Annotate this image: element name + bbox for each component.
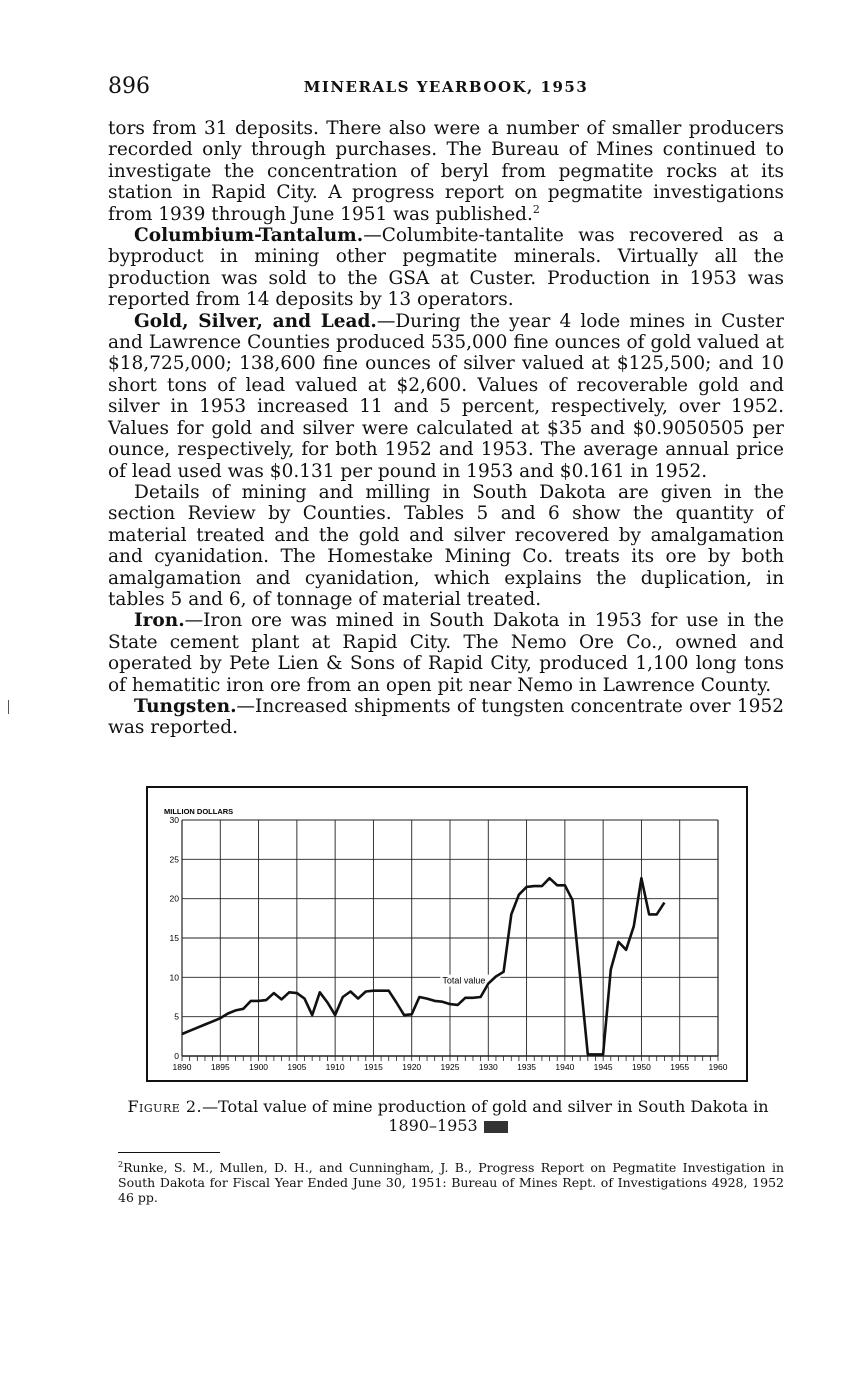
figure-caption <box>108 1097 788 1135</box>
x-tick-label: 1920 <box>402 1062 422 1072</box>
paragraph-gold-silver-lead: Gold, Silver, and Lead.—During the year 4 lode mines in Custer and Lawrence Counties produced 535,000 fine ounces of gold valued at $18,725,000; 138,600 fine ounces of silver valued at $125,500; and 10 short tons of lead valued at $2,600. Values of recoverable gold and silver in 1953 increased 11 and 5 percent, respectively, over 1952. Values for gold and silver were calculated at $35 and $0.9050505 per ounce, respectively, for both 1952 and 1953. The average annual price of lead used was $0.131 per pound in 1953 and $0.161 in 1952. <box>108 310 784 482</box>
caption-text: —Total value of mine production of gold and silver in South Dakota in 1890–1953 <box>202 1097 769 1135</box>
y-tick-label: 5 <box>174 1011 179 1022</box>
section-heading: Gold, Silver, and Lead. <box>134 310 377 332</box>
x-tick-label: 1935 <box>517 1062 537 1072</box>
x-tick-label: 1895 <box>210 1062 230 1072</box>
x-tick-label: 1940 <box>555 1062 575 1072</box>
x-tick-label: 1960 <box>708 1062 728 1072</box>
x-tick-label: 1910 <box>325 1062 345 1072</box>
x-tick-label: 1930 <box>478 1062 498 1072</box>
footnote-text: Runke, S. M., Mullen, D. H., and Cunningham, J. B., Progress Report on Pegmatite Investigation in South Dakota for Fiscal Year Ended June 30, 1951: Bureau of Mines Rept. of Investigations 4928, 1952 46 pp. <box>118 1160 784 1205</box>
x-tick-label: 1905 <box>287 1062 307 1072</box>
series-label: Total value <box>442 975 486 986</box>
x-tick-label: 1890 <box>172 1062 192 1072</box>
paragraph-mining-details: Details of mining and milling in South Dakota are given in the section Review by Counties. Tables 5 and 6 show the quantity of material treated and the gold and silver recovered by amalgamation and cyanidation. The Homestake Mining Co. treats its ore by both amalgamation and cyanidation, which explains the duplication, in tables 5 and 6, of tonnage of material treated. <box>108 481 784 610</box>
figure-frame <box>146 786 748 1082</box>
page-header <box>108 74 784 104</box>
footnote-mark: 2 <box>118 1159 124 1169</box>
series-line-total-value <box>182 878 664 1054</box>
x-tick-label: 1955 <box>670 1062 690 1072</box>
body-text <box>108 118 784 739</box>
x-tick-label: 1925 <box>440 1062 460 1072</box>
y-tick-label: 30 <box>169 815 179 825</box>
section-heading: Iron. <box>134 610 185 632</box>
margin-mark <box>8 700 9 714</box>
paragraph-columbium-tantalum: Columbium-Tantalum.—Columbite-tantalite was recovered as a byproduct in mining other pegmatite minerals. Virtually all the production was sold to the GSA at Custer. Production in 1953 was reported from 14 deposits by 13 operators. <box>108 225 784 311</box>
running-title: MINERALS YEARBOOK, 1953 <box>303 78 589 96</box>
section-heading: Columbium-Tantalum. <box>134 225 364 247</box>
section-heading: Tungsten. <box>134 695 237 717</box>
footnote-rule <box>118 1152 220 1153</box>
x-tick-label: 1900 <box>249 1062 269 1072</box>
y-tick-label: 20 <box>169 893 179 904</box>
y-tick-label: 10 <box>169 972 179 983</box>
page-number: 896 <box>108 74 150 99</box>
paragraph-iron: Iron.—Iron ore was mined in South Dakota in 1953 for use in the State cement plant at Rapid City. The Nemo Ore Co., owned and operated by Pete Lien & Sons of Rapid City, produced 1,100 long tons of hematitic iron ore from an open pit near Nemo in Lawrence County. <box>108 610 784 696</box>
footnote <box>118 1160 784 1205</box>
x-tick-label: 1915 <box>363 1062 383 1072</box>
paragraph-pegmatite: tors from 31 deposits. There also were a number of smaller producers recorded only through purchases. The Bureau of Mines continued to investigate the concentration of beryl from pegmatite rocks at its station in Rapid City. A progress report on pegmatite investigations from 1939 through June 1951 was published.$^2$ <box>108 118 784 225</box>
y-tick-label: 15 <box>169 933 179 943</box>
y-tick-label: 0 <box>174 1051 179 1061</box>
y-axis-label: MILLION DOLLARS <box>164 807 234 816</box>
library-stamp-icon <box>484 1121 508 1133</box>
x-tick-label: 1950 <box>631 1062 651 1072</box>
y-tick-label: 25 <box>169 854 179 865</box>
footnote-ref: 2 <box>532 202 540 216</box>
paragraph-tungsten: Tungsten.—Increased shipments of tungsten concentrate over 1952 was reported. <box>108 695 784 739</box>
figure-label: Figure 2. <box>127 1097 203 1116</box>
x-tick-label: 1945 <box>593 1062 613 1072</box>
gold-silver-value-chart <box>148 788 746 1080</box>
